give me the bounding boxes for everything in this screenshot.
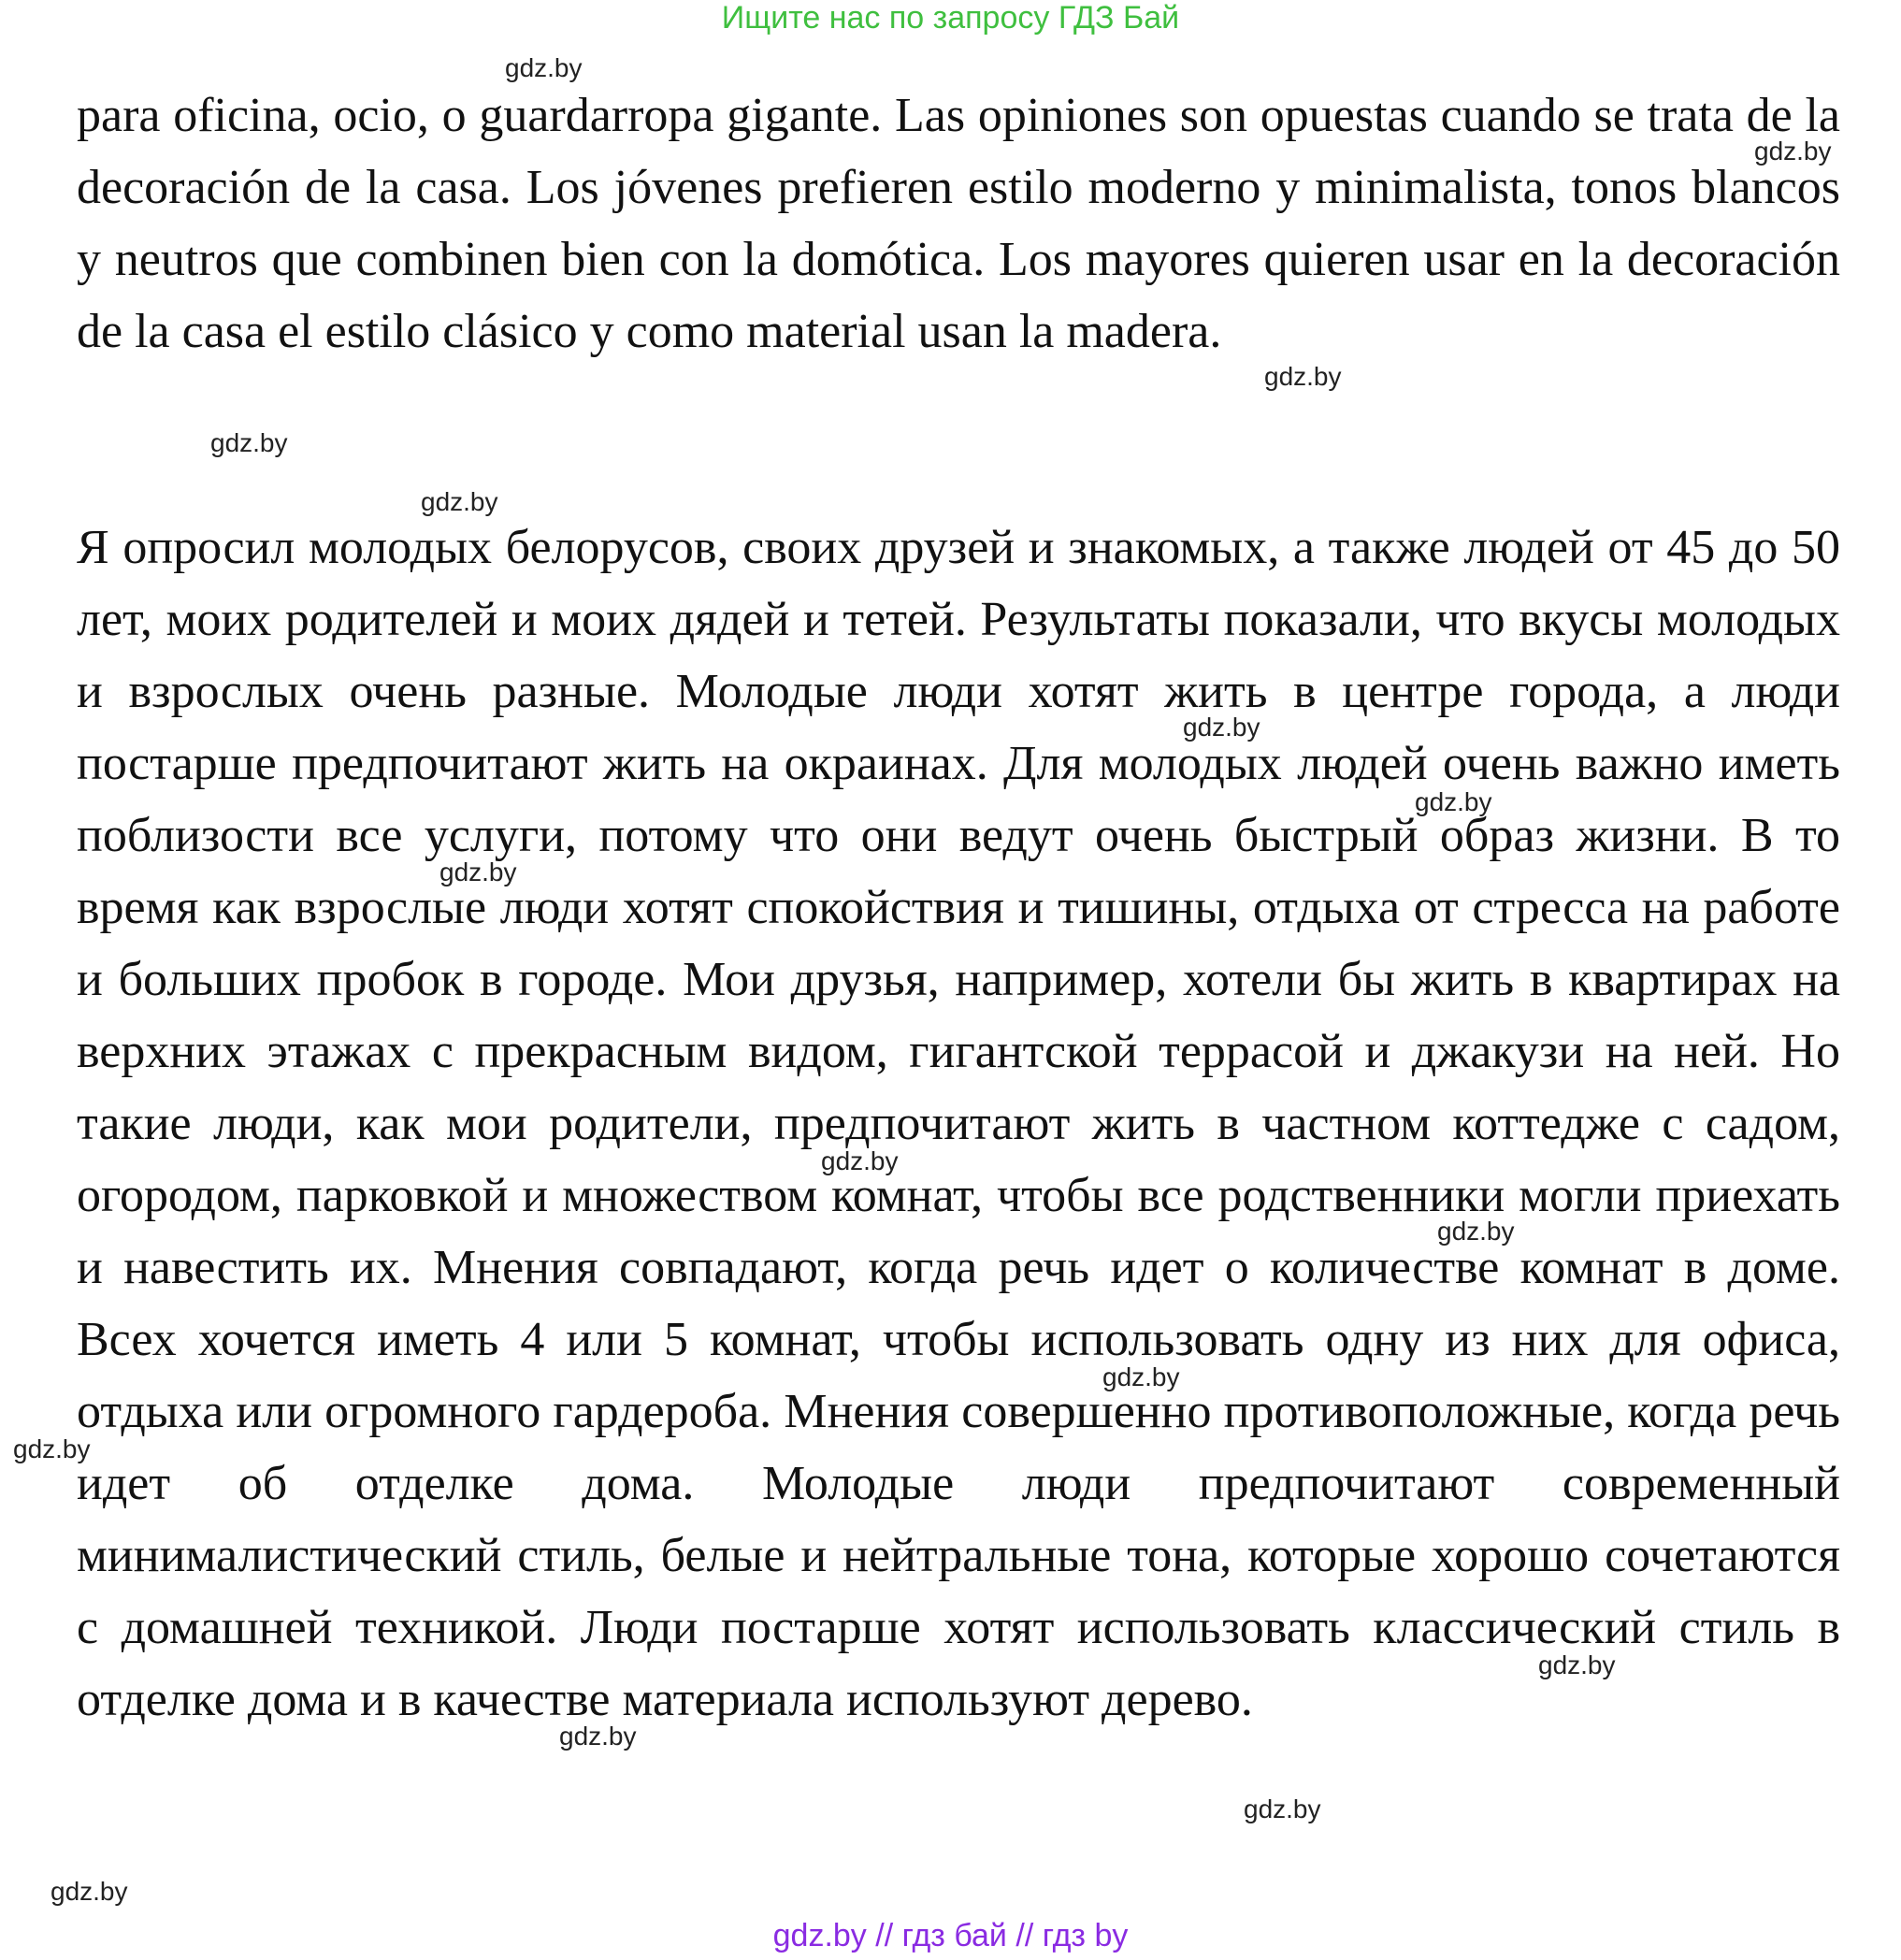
- watermark: gdz.by: [1415, 787, 1492, 816]
- watermark: gdz.by: [1754, 137, 1832, 166]
- watermark: gdz.by: [821, 1146, 899, 1175]
- watermark: gdz.by: [1183, 713, 1260, 742]
- header-banner: Ищите нас по запросу ГДЗ Бай: [721, 0, 1180, 36]
- footer-banner: gdz.by // гдз бай // гдз by: [772, 1918, 1129, 1953]
- watermark: gdz.by: [1102, 1362, 1180, 1391]
- spanish-paragraph: para oficina, ocio, o guardarropa gigante. Las opiniones son opuestas cuando se trata de la decoración de la casa. Los jóvenes prefieren estilo moderno y minimalista, tonos blancos y neutros que combinen bien con la domótica. Los mayores quieren usar en la decoración de la casa el estilo clásico y como material usan la madera.: [77, 89, 1840, 358]
- watermark: gdz.by: [439, 858, 517, 886]
- watermark: gdz.by: [13, 1434, 91, 1463]
- watermark: gdz.by: [1264, 362, 1342, 391]
- watermark: gdz.by: [1244, 1794, 1321, 1823]
- watermark: gdz.by: [1538, 1650, 1616, 1679]
- watermark: gdz.by: [1437, 1217, 1515, 1246]
- watermark: gdz.by: [421, 487, 498, 516]
- watermark: gdz.by: [50, 1877, 128, 1906]
- watermark: gdz.by: [559, 1722, 637, 1751]
- watermark: gdz.by: [505, 53, 583, 82]
- russian-paragraph: Я опросил молодых белорусов, своих друзей и знакомых, а также людей от 45 до 50 лет, моих родителей и моих дядей и тетей. Результаты показали, что вкусы молодых и взрослых очень разные. Молодые люди хотят жить в центре города, а люди постарше предпочитают жить на окраинах. Для молодых людей очень важно иметь поблизости все услуги, потому что они ведут очень быстрый образ жизни. В то время как взрослые люди хотят спокойствия и тишины, отдыха от стресса на работе и больших пробок в городе. Мои друзья, например, хотели бы жить в квартирах на верхних этажах с прекрасным видом, гигантской террасой и джакузи на ней. Но такие люди, как мои родители, предпочитают жить в частном коттедже с садом, огородом, парковкой и множеством комнат, чтобы все родственники могли приехать и навестить их. Мнения совпадают, когда речь идет о количестве комнат в доме. Всех хочется иметь 4 или 5 комнат, чтобы использовать одну из них для офиса, отдыха или огромного гардероба. Мнения совершенно противоположные, когда речь идет об отделке дома. Молодые люди предпочитают современный минималистический стиль, белые и нейтральные тона, которые хорошо сочетаются с домашней техникой. Люди постарше хотят использовать классический стиль в отделке дома и в качестве материала используют дерево.: [77, 521, 1840, 1726]
- watermark: gdz.by: [210, 428, 288, 457]
